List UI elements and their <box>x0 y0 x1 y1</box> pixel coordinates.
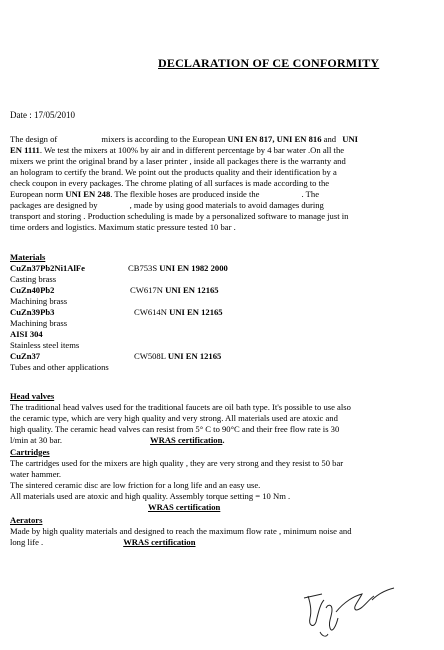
material-name: AISI 304 <box>10 329 43 339</box>
materials-heading: Materials <box>10 252 46 262</box>
head-valves-section <box>10 391 430 446</box>
intro-text: and <box>323 134 337 144</box>
aerators-text: long life . <box>10 537 44 547</box>
cartridges-section <box>10 447 430 513</box>
intro-text: , made by using good materials to avoid damages during <box>129 200 324 210</box>
head-valves-text: l/min at 30 bar. <box>10 435 63 445</box>
head-valves-heading: Head valves <box>10 391 55 401</box>
intro-line: an hologram to certify the brand. We point out the products quality and their identification by a <box>10 167 337 177</box>
intro-line <box>10 200 430 211</box>
norm-reference: UNI <box>342 134 358 144</box>
intro-text: . The flexible hoses are produced inside the <box>110 189 260 199</box>
material-row <box>10 285 430 296</box>
material-code: CW617N UNI EN 12165 <box>130 285 219 295</box>
intro-text: . We test the mixers at 100% by air and in different percentage by 4 bar water .On all the <box>39 145 345 155</box>
norm-reference: UNI EN 817, UNI EN 816 <box>227 134 322 144</box>
cartridges-heading: Cartridges <box>10 447 50 457</box>
material-code: CW508L UNI EN 12165 <box>134 351 222 361</box>
cartridges-line: All materials used are atoxic and high quality. Assembly torque setting = 10 Nm . <box>10 491 291 501</box>
intro-text: packages are designed by <box>10 200 98 210</box>
intro-text: The design of <box>10 134 58 144</box>
document-date: Date : 17/05/2010 <box>10 110 75 120</box>
handwritten-signature <box>300 582 410 642</box>
head-valves-line: the ceramic type, which are very high quality and very strong. All materials used are atoxic and <box>10 413 338 423</box>
intro-text: . The <box>301 189 320 199</box>
material-name: CuZn39Pb3 <box>10 307 55 317</box>
document-title: DECLARATION OF CE CONFORMITY <box>158 56 380 70</box>
norm-reference: UNI EN 248 <box>65 189 111 199</box>
head-valves-line: The traditional head valves used for the traditional faucets are oil bath type. It's possible to use also <box>10 402 351 412</box>
materials-section <box>10 252 430 373</box>
cartridges-line: The cartridges used for the mixers are high quality , they are very strong and they resist to 50 bar <box>10 458 344 468</box>
material-row <box>10 263 430 274</box>
aerators-section <box>10 515 430 548</box>
material-code: CB753S UNI EN 1982 2000 <box>128 263 228 273</box>
head-valves-line: l/min at 30 bar. WRAS certification. <box>10 435 225 445</box>
head-valves-line: high quality. The ceramic head valves can resist from 5° C to 90°C and their free flow rate is 30 <box>10 424 340 434</box>
material-desc: Machining brass <box>10 318 68 328</box>
intro-line <box>10 134 430 145</box>
cartridges-cert-line <box>10 502 430 513</box>
material-name: CuZn40Pb2 <box>10 285 55 295</box>
material-row <box>10 307 430 318</box>
intro-line <box>10 145 430 156</box>
material-desc: Machining brass <box>10 296 68 306</box>
material-row <box>10 351 430 362</box>
aerators-heading: Aerators <box>10 515 43 525</box>
material-desc: Casting brass <box>10 274 57 284</box>
norm-reference: EN 1111 <box>10 145 40 155</box>
material-norm: UNI EN 12165 <box>169 307 223 317</box>
material-row <box>10 329 430 340</box>
intro-text: European norm <box>10 189 64 199</box>
material-desc: Stainless steel items <box>10 340 80 350</box>
aerators-line: Made by high quality materials and designed to reach the maximum flow rate , minimum noise and <box>10 526 352 536</box>
cartridges-line: The sintered ceramic disc are low friction for a long life and an easy use. <box>10 480 261 490</box>
intro-text: mixers is according to the European <box>101 134 226 144</box>
material-name: CuZn37 <box>10 351 41 361</box>
material-norm: UNI EN 12165 <box>167 351 222 361</box>
wras-certification: WRAS certification <box>148 502 221 512</box>
material-norm: UNI EN 12165 <box>165 285 219 295</box>
intro-line: time orders and logistics. Maximum static pressure tested 10 bar . <box>10 222 236 232</box>
intro-line: mixers we print the original brand by a laser printer , inside all packages there is the warranty and <box>10 156 346 166</box>
material-code: CW614N UNI EN 12165 <box>134 307 223 317</box>
aerators-line <box>10 537 430 548</box>
wras-certification: WRAS certification <box>123 537 196 547</box>
material-norm: UNI EN 1982 2000 <box>159 263 228 273</box>
material-name: CuZn37Pb2Ni1AlFe <box>10 263 85 273</box>
intro-line: check coupon in every packages. The chrome plating of all surfaces is made according to the <box>10 178 330 188</box>
cartridges-line: water hammer. <box>10 469 62 479</box>
material-desc: Tubes and other applications <box>10 362 109 372</box>
intro-line: transport and storing . Production scheduling is made by a personalized software to manage just in <box>10 211 349 221</box>
intro-paragraph <box>10 134 430 233</box>
intro-line <box>10 189 430 200</box>
wras-certification: WRAS certification <box>150 435 223 445</box>
